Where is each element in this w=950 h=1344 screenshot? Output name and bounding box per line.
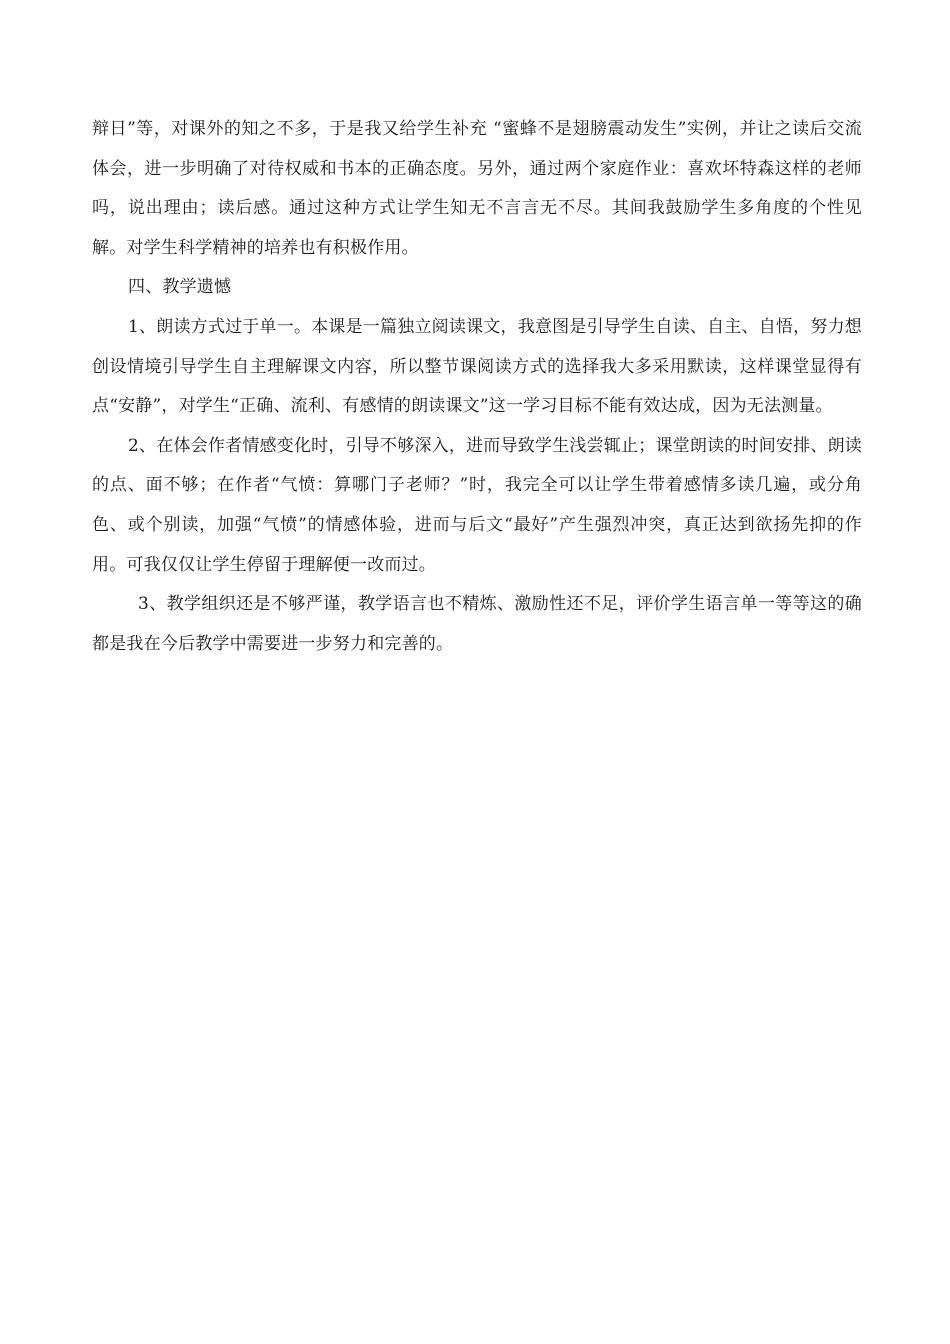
paragraph-regret-1: 1、朗读方式过于单一。本课是一篇独立阅读课文，我意图是引导学生自读、自主、自悟，努力想创设情境引导学生自主理解课文内容，所以整节课阅读方式的选择我大多采用默读，这样课堂显得有点“安静”，对学生“正确、流利、有感情的朗读课文”这一学习目标不能有效达成，因为无法测量。	[92, 316, 862, 417]
paragraph-regret-3: 3、教学组织还是不够严谨，教学语言也不精炼、激励性还不足，评价学生语言单一等等这的确都是我在今后教学中需要进一步努力和完善的。	[92, 594, 862, 654]
section-heading-teaching-regrets: 四、教学遗憾	[128, 277, 232, 298]
paragraph-regret-2: 2、在体会作者情感变化时，引导不够深入，进而导致学生浅尝辄止；课堂朗读的时间安排、朗读的点、面不够；在作者“气愤：算哪门子老师？”时，我完全可以让学生带着感情多读几遍，或分角色、或个别读，加强“气愤”的情感体验，进而与后文“最好”产生强烈冲突，真正达到欲扬先抑的作用。可我仅仅让学生停留于理解便一改而过。	[92, 435, 862, 575]
document-body	[92, 110, 862, 664]
paragraph-continuation: 辩日”等，对课外的知之不多，于是我又给学生补充 “蜜蜂不是翅膀震动发生”实例，并让之读后交流体会，进一步明确了对待权威和书本的正确态度。另外，通过两个家庭作业：喜欢坏特森这样的老师吗，说出理由；读后感。通过这种方式让学生知无不言言无不尽。其间我鼓励学生多角度的个性见解。对学生科学精神的培养也有积极作用。	[92, 119, 862, 258]
